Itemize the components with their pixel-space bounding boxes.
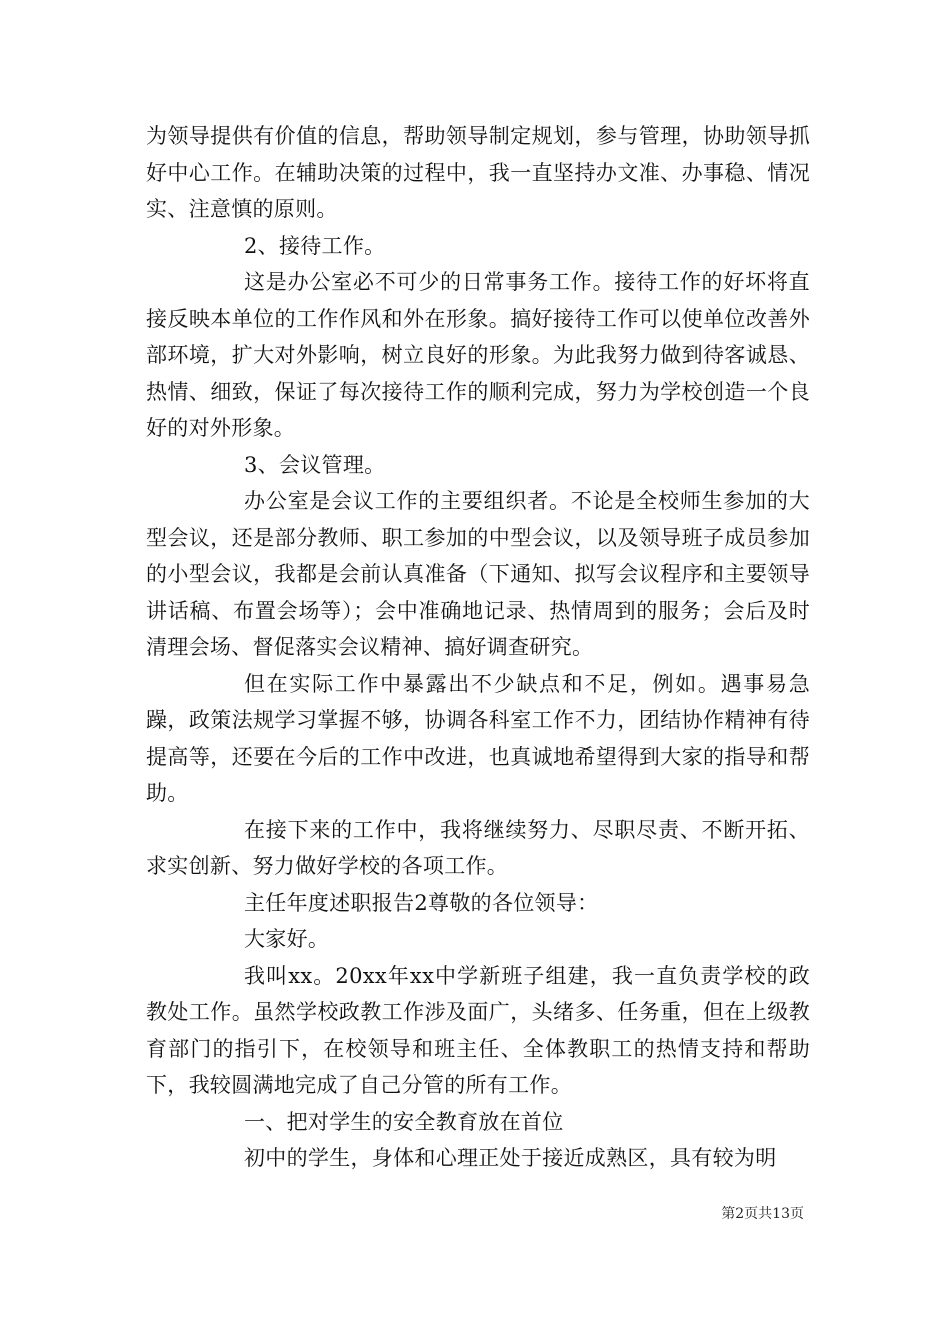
page-number-footer: 第2页共13页 [721, 1206, 804, 1222]
report-title-line: 主任年度述职报告2尊敬的各位领导： [244, 890, 599, 915]
section-heading: 一、把对学生的安全教育放在首位 [244, 1109, 564, 1134]
document-body [146, 118, 810, 1177]
paragraph: 我叫xx。20xx年xx中学新班子组建，我一直负责学校的政教处工作。虽然学校政教工作涉及面广，头绪多、任务重，但在上级教育部门的指引下，在校领导和班主任、全体教职工的热情支持和帮助下，我较圆满地完成了自己分管的所有工作。 [146, 963, 810, 1097]
greeting-line: 大家好。 [244, 927, 330, 951]
paragraph: 为领导提供有价值的信息，帮助领导制定规划，参与管理，协助领导抓好中心工作。在辅助决策的过程中，我一直坚持办文准、办事稳、情况实、注意慎的原则。 [146, 124, 810, 221]
section-heading: 3、会议管理。 [244, 452, 386, 477]
paragraph: 办公室是会议工作的主要组织者。不论是全校师生参加的大型会议，还是部分教师、职工参加的中型会议，以及领导班子成员参加的小型会议，我都是会前认真准备（下通知、拟写会议程序和主要领导讲话稿、布置会场等）；会中准确地记录、热情周到的服务；会后及时清理会场、督促落实会议精神、搞好调查研究。 [146, 489, 810, 659]
paragraph: 在接下来的工作中，我将继续努力、尽职尽责、不断开拓、求实创新、努力做好学校的各项工作。 [146, 817, 810, 878]
paragraph: 初中的学生，身体和心理正处于接近成熟区，具有较为明 [244, 1146, 777, 1170]
paragraph: 这是办公室必不可少的日常事务工作。接待工作的好坏将直接反映本单位的工作作风和外在形象。搞好接待工作可以使单位改善外部环境，扩大对外影响，树立良好的形象。为此我努力做到待客诚恳、热情、细致，保证了每次接待工作的顺利完成，努力为学校创造一个良好的对外形象。 [146, 270, 810, 440]
paragraph: 但在实际工作中暴露出不少缺点和不足，例如。遇事易急躁，政策法规学习掌握不够，协调各科室工作不力，团结协作精神有待提高等，还要在今后的工作中改进，也真诚地希望得到大家的指导和帮助。 [146, 671, 810, 805]
section-heading: 2、接待工作。 [244, 233, 386, 258]
